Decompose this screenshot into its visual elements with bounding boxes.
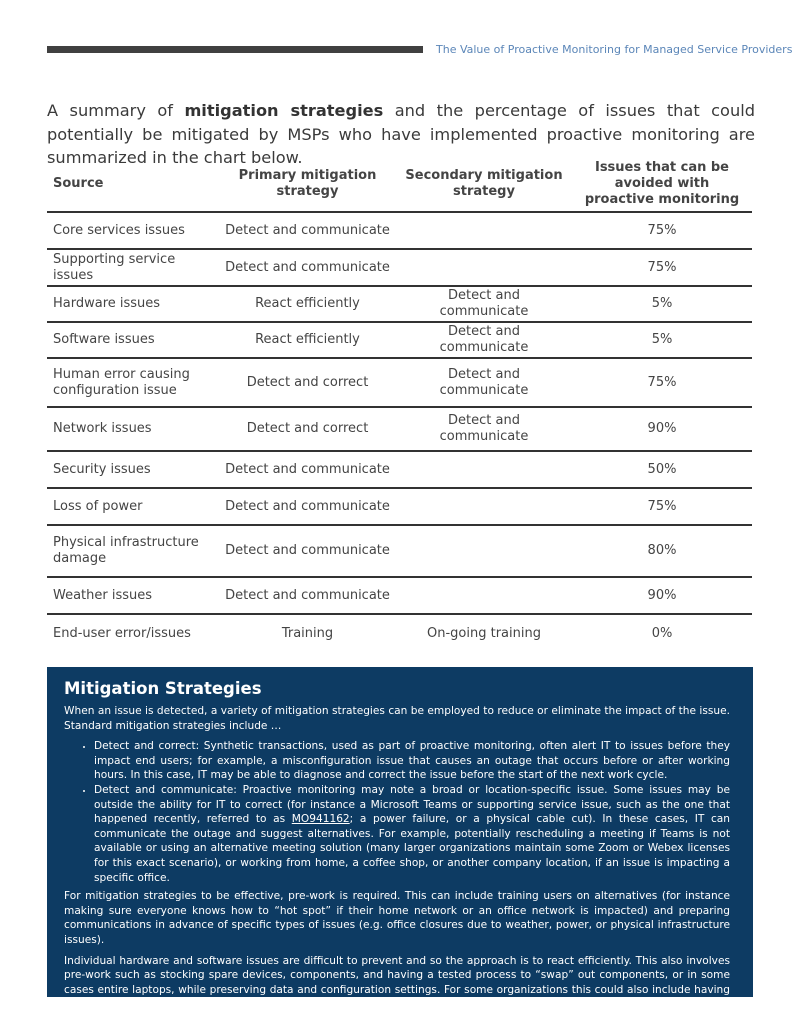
cell-secondary: On-going training bbox=[427, 626, 541, 641]
table-row bbox=[47, 614, 752, 653]
cell-pct: 50% bbox=[572, 451, 752, 488]
cell-secondary bbox=[396, 212, 572, 249]
callout-paragraph-hardware: Individual hardware and software issues are difficult to prevent and so the approach is to react efficiently. This also involves pre-work such as stocking spare devices, components, and having a tested process to “swap” out components, or in some cases entire laptops, while preserving data and configuration settings. For some organizations this could also include having “loaner” laptops that can be used while a full replacement is being arranged. bbox=[64, 954, 730, 1011]
intro-text-before: A summary of bbox=[47, 101, 185, 120]
cell-source: End-user error/issues bbox=[53, 626, 191, 641]
strategy-list bbox=[64, 739, 730, 885]
header-primary-strategy: Primary mitigation strategy bbox=[219, 157, 396, 212]
cell-source: Network issues bbox=[47, 407, 219, 451]
cell-source: Supporting service issues bbox=[47, 249, 219, 286]
bullet2-text-after: ; a power failure, or a physical cable cut). In these cases, IT can communicate the outage and suggest alternatives. For example, potentially rescheduling a meeting if Teams is not available or using an alternative meeting solution (many larger organizations maintain some Zoom or Webex licenses for this exact scenario), or working from home, a coffee shop, or another company location, if an issue is impacting a specific office. bbox=[94, 813, 730, 884]
table-row bbox=[47, 358, 752, 407]
bullet2-text-before: Detect and communicate: Proactive monitoring may note a broad or location-specific issue. Some issues may be outside the ability for IT to correct (for instance a Microsoft Teams or supporting service issue, such as the one that happened recently, referred to as bbox=[94, 783, 730, 826]
header-source: Source bbox=[47, 157, 219, 212]
cell-secondary bbox=[396, 451, 572, 488]
list-item: • Detect and correct: Synthetic transactions, used as part of proactive monitoring, often alert IT to issues before they impact end users; for example, a misconfiguration issue that causes an outage that occurs before or after working hours. In this case, IT may be able to diagnose and correct the issue before the start of the next work cycle. bbox=[94, 739, 730, 783]
cell-pct: 75% bbox=[572, 249, 752, 286]
cell-primary: Detect and communicate bbox=[219, 577, 396, 614]
cell-secondary bbox=[396, 577, 572, 614]
cell-secondary: Detect and communicate bbox=[396, 407, 572, 451]
cell-source: Human error causing configuration issue bbox=[47, 358, 219, 407]
table-row bbox=[47, 525, 752, 577]
cell-secondary: Detect and communicate bbox=[396, 358, 572, 407]
callout-paragraph-prework: For mitigation strategies to be effective, pre-work is required. This can include training users on alternatives (for instance making sure everyone knows how to “hot spot” if their home network or an office network is impacted) and preparing communications in advance of specific types of issues (e.g. office closures due to weather, power, or physical infrastructure issues). bbox=[64, 890, 730, 946]
cell-source: Core services issues bbox=[47, 212, 219, 249]
intro-bold-term: mitigation strategies bbox=[184, 101, 384, 120]
cell-pct: 0% bbox=[651, 626, 673, 641]
cell-pct: 90% bbox=[572, 407, 752, 451]
table-row bbox=[47, 407, 752, 451]
cell-pct: 90% bbox=[572, 577, 752, 614]
header-avoidable-pct: Issues that can be avoided with proactive monitoring bbox=[572, 157, 752, 212]
cell-primary: Detect and communicate bbox=[219, 488, 396, 525]
cell-source: Loss of power bbox=[47, 488, 219, 525]
header-rule bbox=[47, 46, 423, 53]
running-header-title: The Value of Proactive Monitoring for Managed Service Providers bbox=[436, 43, 793, 56]
cell-secondary bbox=[396, 249, 572, 286]
cell-source: Weather issues bbox=[47, 577, 219, 614]
table-row bbox=[47, 488, 752, 525]
cell-secondary bbox=[396, 525, 572, 577]
cell-primary: Detect and communicate bbox=[219, 525, 396, 577]
cell-primary: Detect and communicate bbox=[219, 212, 396, 249]
cell-primary: Training bbox=[281, 626, 334, 641]
mitigation-strategies-callout bbox=[47, 667, 753, 1011]
cell-pct: 75% bbox=[572, 212, 752, 249]
list-item bbox=[94, 783, 730, 885]
table-row bbox=[47, 322, 752, 358]
mo941162-link[interactable]: MO941162 bbox=[291, 813, 350, 826]
cell-pct: 5% bbox=[572, 322, 752, 358]
cell-secondary: Detect and communicate bbox=[396, 286, 572, 322]
intro-text-after: and the percentage of issues that could potentially be mitigated by MSPs who have implemented proactive monitoring are summarized in the chart below. bbox=[47, 101, 755, 167]
table-row bbox=[47, 286, 752, 322]
table-row bbox=[47, 249, 752, 286]
cell-primary: Detect and correct bbox=[219, 358, 396, 407]
cell-secondary bbox=[396, 488, 572, 525]
cell-primary: React efficiently bbox=[219, 286, 396, 322]
cell-pct: 75% bbox=[572, 358, 752, 407]
cell-source: Security issues bbox=[47, 451, 219, 488]
cell-primary: Detect and correct bbox=[219, 407, 396, 451]
cell-primary: Detect and communicate bbox=[219, 249, 396, 286]
cell-source: Physical infrastructure damage bbox=[47, 525, 219, 577]
cell-pct: 5% bbox=[572, 286, 752, 322]
table-row bbox=[47, 212, 752, 249]
cell-primary: React efficiently bbox=[219, 322, 396, 358]
cell-pct: 80% bbox=[572, 525, 752, 577]
cell-pct: 75% bbox=[572, 488, 752, 525]
table-row bbox=[47, 451, 752, 488]
header-secondary-strategy: Secondary mitigation strategy bbox=[396, 157, 572, 212]
cell-primary: Detect and communicate bbox=[219, 451, 396, 488]
callout-title: Mitigation Strategies bbox=[64, 679, 262, 698]
cell-source: Software issues bbox=[47, 322, 219, 358]
mitigation-summary-table bbox=[47, 157, 752, 653]
cell-source: Hardware issues bbox=[47, 286, 219, 322]
table-header-row bbox=[47, 157, 752, 212]
callout-intro: When an issue is detected, a variety of mitigation strategies can be employed to reduce or eliminate the impact of the issue. Standard mitigation strategies include … bbox=[64, 705, 730, 732]
table-row bbox=[47, 577, 752, 614]
cell-secondary: Detect and communicate bbox=[396, 322, 572, 358]
